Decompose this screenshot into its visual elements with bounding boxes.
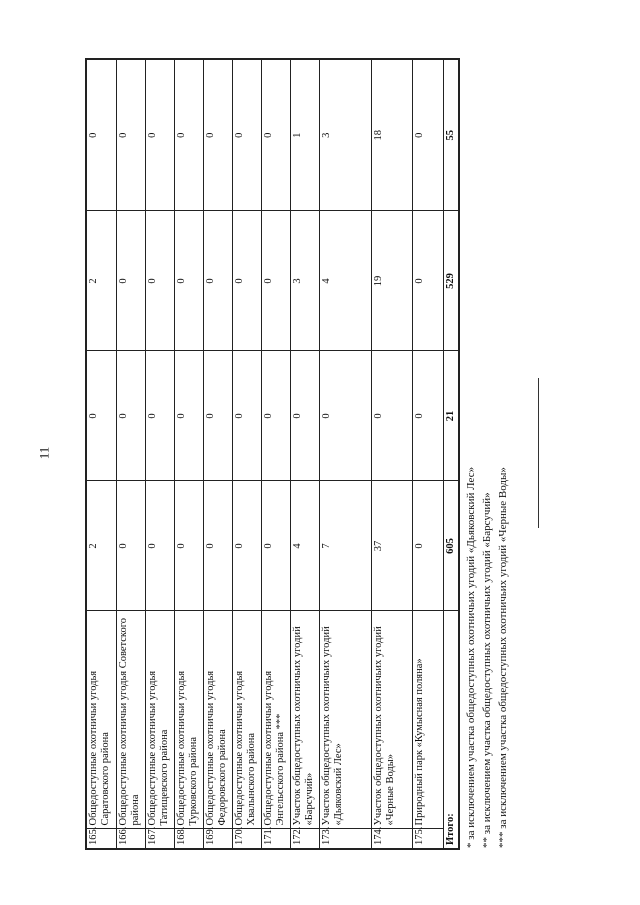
row-value: 0 [203, 481, 232, 611]
row-number: 172. [290, 829, 319, 849]
row-name: Общедоступные охотничьи угодья Энгельсского района *** [261, 611, 290, 829]
row-value: 0 [412, 351, 443, 481]
row-value: 18 [371, 59, 412, 211]
row-number: 169. [203, 829, 232, 849]
row-name: Общедоступные охотничьи угодья Саратовского района [86, 611, 116, 829]
row-value: 0 [174, 351, 203, 481]
page-number-text: 11 [36, 446, 51, 460]
table-row [232, 59, 261, 849]
row-number: 165. [86, 829, 116, 849]
table-row [145, 59, 174, 849]
row-name: Общедоступные охотничьи угодья Хвалынского района [232, 611, 261, 829]
row-value: 3 [290, 211, 319, 351]
row-value: 0 [116, 59, 145, 211]
row-value: 0 [232, 59, 261, 211]
row-value: 0 [145, 481, 174, 611]
row-name: Общедоступные охотничьи угодья Татищевского района [145, 611, 174, 829]
row-value: 0 [86, 351, 116, 481]
row-value: 0 [203, 59, 232, 211]
row-value: 0 [174, 211, 203, 351]
row-value: 0 [116, 211, 145, 351]
row-number: 173. [319, 829, 371, 849]
table-row [290, 59, 319, 849]
footnote-1: * за исключением участка общедоступных охотничьих угодий «Дьяковский Лес» [465, 466, 477, 848]
row-value: 0 [232, 481, 261, 611]
row-value: 0 [86, 59, 116, 211]
row-value: 0 [203, 351, 232, 481]
row-name: Участок общедоступных охотничьих угодий «Барсучий» [290, 611, 319, 829]
row-number: 168. [174, 829, 203, 849]
row-name: Природный парк «Кумысная поляна» [412, 611, 443, 829]
row-value: 19 [371, 211, 412, 351]
row-value: 0 [412, 59, 443, 211]
total-value: 55 [443, 59, 459, 211]
row-number: 166. [116, 829, 145, 849]
row-value: 0 [371, 351, 412, 481]
row-value: 0 [261, 351, 290, 481]
row-value: 0 [261, 481, 290, 611]
footnote-2: ** за исключением участка общедоступных охотничьих угодий «Барсучий» [481, 492, 493, 848]
row-value: 0 [412, 481, 443, 611]
row-name: Участок общедоступных охотничьих угодий «Черные Воды» [371, 611, 412, 829]
row-value: 7 [319, 481, 371, 611]
row-value: 0 [174, 481, 203, 611]
footnote-separator [538, 378, 539, 528]
table-row [371, 59, 412, 849]
row-value: 0 [319, 351, 371, 481]
footnote-3: *** за исключением участка общедоступных охотничьих угодий «Черные Воды» [497, 467, 509, 848]
row-number: 171. [261, 829, 290, 849]
row-value: 2 [86, 211, 116, 351]
table-row [174, 59, 203, 849]
row-value: 4 [290, 481, 319, 611]
row-value: 0 [145, 211, 174, 351]
row-value: 0 [145, 351, 174, 481]
row-value: 0 [203, 211, 232, 351]
table-container [85, 60, 456, 850]
row-value: 0 [261, 59, 290, 211]
table-row [261, 59, 290, 849]
row-number: 174. [371, 829, 412, 849]
table-row [319, 59, 371, 849]
row-value: 4 [319, 211, 371, 351]
total-label: Итого: [443, 611, 459, 849]
total-value: 605 [443, 481, 459, 611]
row-name: Участок общедоступных охотничьих угодий «Дьяковский Лес» [319, 611, 371, 829]
row-name: Общедоступные охотничьи угодья Турковского района [174, 611, 203, 829]
row-value: 3 [319, 59, 371, 211]
table-row [412, 59, 443, 849]
table-row [203, 59, 232, 849]
row-value: 0 [232, 351, 261, 481]
row-value: 0 [232, 211, 261, 351]
total-value: 21 [443, 351, 459, 481]
row-value: 37 [371, 481, 412, 611]
row-value: 0 [261, 211, 290, 351]
page-number [36, 438, 52, 468]
row-value: 2 [86, 481, 116, 611]
row-value: 0 [412, 211, 443, 351]
row-value: 0 [290, 351, 319, 481]
row-value: 0 [116, 481, 145, 611]
row-value: 0 [145, 59, 174, 211]
table-row [116, 59, 145, 849]
row-value: 1 [290, 59, 319, 211]
row-number: 175. [412, 829, 443, 849]
table-row [86, 59, 116, 849]
row-number: 170. [232, 829, 261, 849]
row-name: Общедоступные охотничьи угодья Советского района [116, 611, 145, 829]
total-value: 529 [443, 211, 459, 351]
hunting-grounds-table [85, 58, 460, 850]
row-number: 167. [145, 829, 174, 849]
row-value: 0 [174, 59, 203, 211]
row-name: Общедоступные охотничьи угодья Федоровского района [203, 611, 232, 829]
row-value: 0 [116, 351, 145, 481]
total-row [443, 59, 459, 849]
